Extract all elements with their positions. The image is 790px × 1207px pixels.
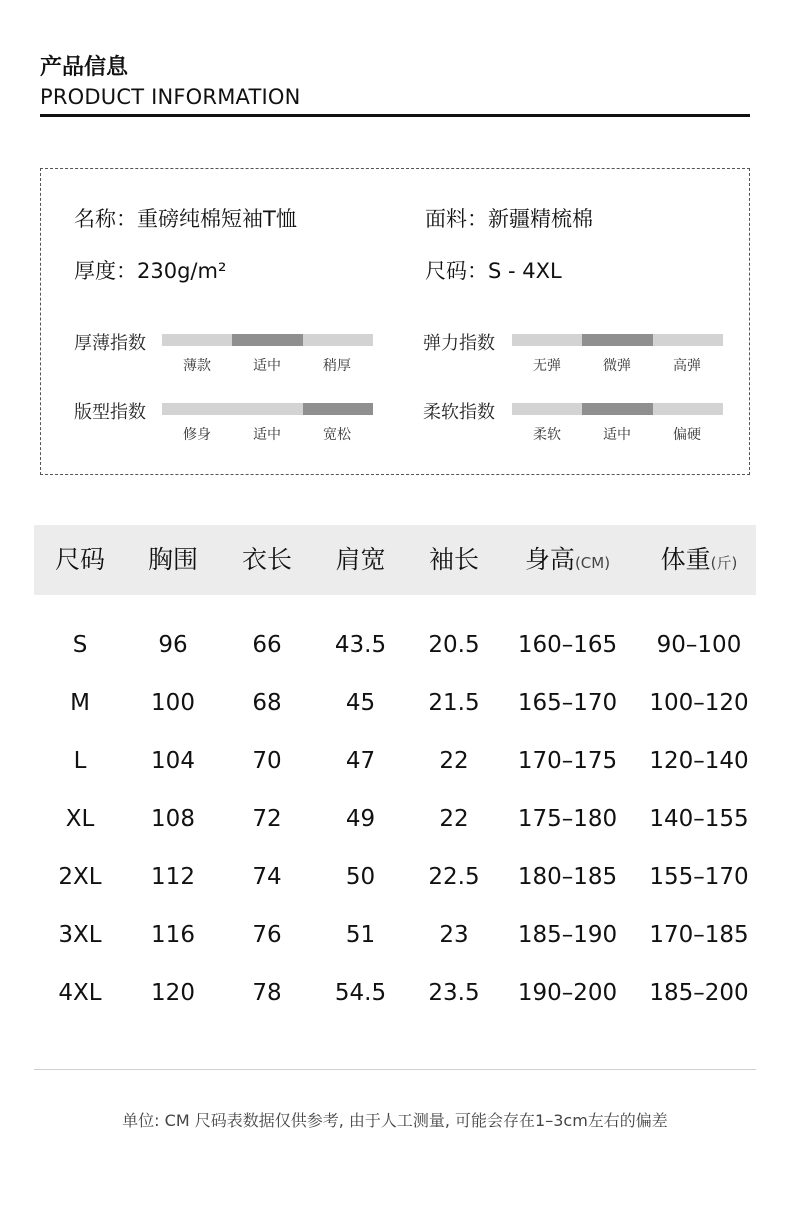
table-cell: 22 bbox=[439, 748, 469, 774]
table-cell: 120–140 bbox=[649, 748, 749, 774]
table-cell: 76 bbox=[252, 922, 282, 948]
footnote: 单位: CM 尺码表数据仅供参考, 由于人工测量, 可能会存在1–3cm左右的偏差 bbox=[122, 1111, 668, 1130]
table-cell: 50 bbox=[345, 864, 376, 890]
table-row bbox=[34, 848, 756, 906]
product-name: 名称：重磅纯棉短袖T恤 bbox=[74, 207, 297, 231]
table-row bbox=[34, 790, 756, 848]
index-tick: 偏硬 bbox=[673, 427, 701, 443]
table-cell: 108 bbox=[151, 806, 195, 832]
table-cell: 165–170 bbox=[517, 690, 618, 716]
table-cell: 175–180 bbox=[517, 806, 618, 832]
header-cell-shoulder: 肩宽 bbox=[335, 545, 386, 574]
table-cell: XL bbox=[65, 806, 95, 832]
index-bar bbox=[512, 334, 723, 346]
table-cell: 43.5 bbox=[334, 632, 387, 658]
table-cell: 185–190 bbox=[517, 922, 618, 948]
index-tick: 适中 bbox=[603, 427, 631, 443]
product-thickness: 厚度：230g/m² bbox=[74, 259, 227, 283]
table-cell: 51 bbox=[345, 922, 376, 948]
product-size-range: 尺码：S - 4XL bbox=[425, 259, 562, 283]
header-cell-height: 身高(CM) bbox=[524, 545, 611, 574]
table-cell: 100–120 bbox=[649, 690, 749, 716]
table-cell: 180–185 bbox=[517, 864, 618, 890]
bar-segment bbox=[512, 403, 582, 415]
table-cell: 47 bbox=[345, 748, 376, 774]
table-cell: L bbox=[73, 748, 87, 774]
index-tick: 宽松 bbox=[323, 427, 351, 443]
bar-segment bbox=[653, 334, 723, 346]
table-cell: 23 bbox=[439, 922, 469, 948]
table-cell: 100 bbox=[151, 690, 195, 716]
index-label: 厚薄指数 bbox=[74, 333, 146, 354]
table-cell: 68 bbox=[252, 690, 282, 716]
bar-segment bbox=[303, 334, 373, 346]
index-tick: 适中 bbox=[253, 358, 281, 374]
index-bar bbox=[512, 403, 723, 415]
table-cell: M bbox=[70, 690, 90, 716]
table-cell: 170–185 bbox=[649, 922, 749, 948]
bar-segment bbox=[232, 403, 302, 415]
table-row bbox=[34, 674, 756, 732]
bar-segment bbox=[582, 403, 652, 415]
index-tick: 稍厚 bbox=[323, 358, 351, 374]
index-bar bbox=[162, 334, 373, 346]
table-cell: 49 bbox=[345, 806, 376, 832]
table-cell: 54.5 bbox=[334, 980, 387, 1006]
table-cell: 185–200 bbox=[649, 980, 749, 1006]
table-cell: 4XL bbox=[58, 980, 102, 1006]
index-tick: 无弹 bbox=[533, 358, 561, 374]
index-label: 柔软指数 bbox=[423, 402, 495, 423]
size-table-header bbox=[34, 525, 756, 595]
product-info-box bbox=[40, 168, 750, 475]
table-cell: 45 bbox=[345, 690, 376, 716]
table-cell: 78 bbox=[252, 980, 282, 1006]
table-cell: 104 bbox=[151, 748, 195, 774]
table-cell: 112 bbox=[151, 864, 195, 890]
table-cell: 120 bbox=[151, 980, 195, 1006]
table-cell: 3XL bbox=[58, 922, 102, 948]
product-fabric: 面料：新疆精梳棉 bbox=[425, 207, 593, 231]
header-cell-size: 尺码 bbox=[54, 545, 105, 574]
index-label: 版型指数 bbox=[74, 402, 146, 423]
table-row bbox=[34, 964, 756, 1022]
table-cell: 190–200 bbox=[517, 980, 618, 1006]
header-divider bbox=[40, 114, 750, 117]
header-cell-length: 衣长 bbox=[241, 545, 292, 574]
table-cell: 72 bbox=[252, 806, 282, 832]
table-cell: 70 bbox=[252, 748, 282, 774]
bar-segment bbox=[162, 334, 232, 346]
bar-segment bbox=[232, 334, 302, 346]
table-cell: 160–165 bbox=[517, 632, 618, 658]
index-label: 弹力指数 bbox=[423, 333, 495, 354]
table-cell: 140–155 bbox=[649, 806, 749, 832]
table-cell: 74 bbox=[252, 864, 282, 890]
index-bar bbox=[162, 403, 373, 415]
header-cell-sleeve: 袖长 bbox=[428, 545, 479, 574]
page-title-cn: 产品信息 bbox=[40, 55, 129, 80]
index-tick: 适中 bbox=[253, 427, 281, 443]
table-cell: 96 bbox=[158, 632, 188, 658]
table-row bbox=[34, 732, 756, 790]
table-cell: 23.5 bbox=[428, 980, 480, 1006]
table-row bbox=[34, 906, 756, 964]
index-tick: 微弹 bbox=[603, 358, 631, 374]
table-cell: 22.5 bbox=[428, 864, 480, 890]
table-row bbox=[34, 616, 756, 674]
header-cell-weight: 体重(斤) bbox=[660, 545, 738, 574]
table-cell: 116 bbox=[151, 922, 195, 948]
bar-segment bbox=[653, 403, 723, 415]
bar-segment bbox=[582, 334, 652, 346]
footer-divider bbox=[34, 1069, 756, 1070]
index-tick: 高弹 bbox=[673, 358, 701, 374]
table-cell: 90–100 bbox=[656, 632, 742, 658]
index-tick: 修身 bbox=[183, 427, 211, 443]
table-cell: 21.5 bbox=[428, 690, 480, 716]
page-title-en: PRODUCT INFORMATION bbox=[40, 85, 301, 109]
table-cell: 170–175 bbox=[517, 748, 618, 774]
index-tick: 薄款 bbox=[183, 358, 211, 374]
header-cell-chest: 胸围 bbox=[147, 545, 198, 574]
index-tick: 柔软 bbox=[533, 427, 561, 443]
bar-segment bbox=[303, 403, 373, 415]
table-cell: 2XL bbox=[58, 864, 102, 890]
table-cell: S bbox=[72, 632, 88, 658]
table-cell: 20.5 bbox=[428, 632, 480, 658]
bar-segment bbox=[162, 403, 232, 415]
table-cell: 155–170 bbox=[649, 864, 749, 890]
bar-segment bbox=[512, 334, 582, 346]
table-cell: 66 bbox=[252, 632, 282, 658]
table-cell: 22 bbox=[439, 806, 469, 832]
